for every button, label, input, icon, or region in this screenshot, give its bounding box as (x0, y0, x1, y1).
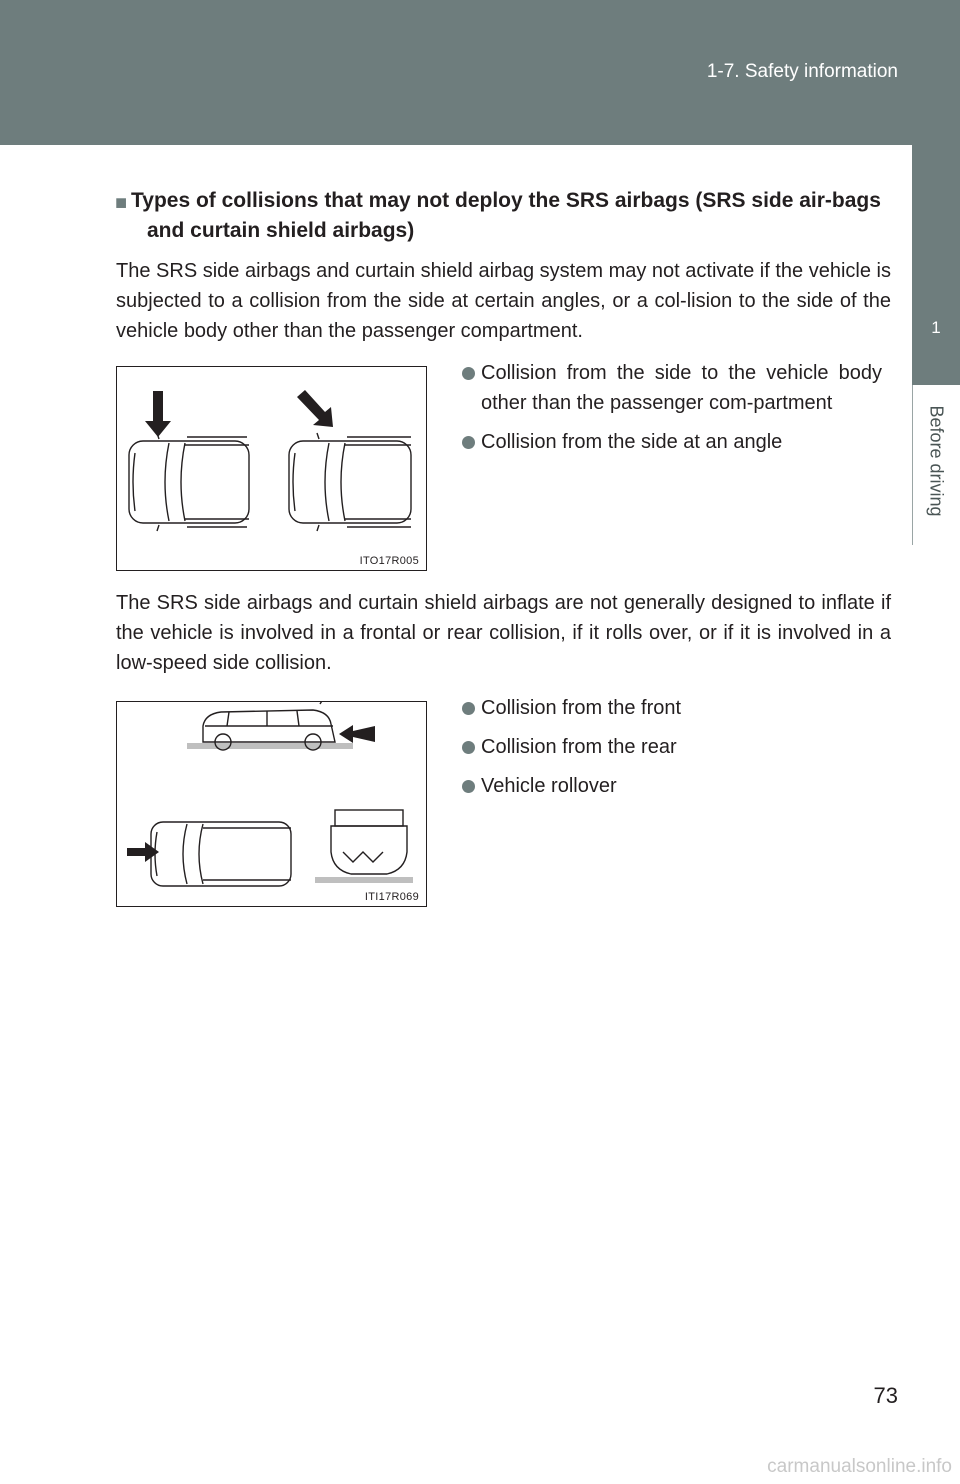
round-bullet-icon (462, 436, 475, 449)
frontal-rear-rollover-figure (116, 701, 427, 907)
list-item: Collision from the front (462, 693, 892, 723)
car-top-view (151, 822, 291, 886)
chapter-number: 1 (931, 318, 941, 337)
front-arrow-icon (127, 842, 159, 862)
square-bullet-icon: ■ (115, 192, 128, 214)
chapter-tab (912, 145, 960, 385)
round-bullet-icon (462, 702, 475, 715)
list-item: Collision from the rear (462, 732, 892, 762)
straight-arrow-icon (145, 391, 171, 437)
figure2-bullet-list (462, 693, 892, 810)
intro-paragraph: The SRS side airbags and curtain shield airbag system may not activate if the vehicle is subjected to a collision from the side at certain angles, or a col-lision to the side of the vehicle body other than the passenger compartment. (116, 260, 891, 342)
figure-code: ITO17R005 (359, 555, 419, 567)
list-item: Collision from the side at an angle (462, 427, 882, 457)
section-heading (115, 186, 895, 246)
rear-arrow-icon (339, 725, 375, 743)
side-collision-illustration (117, 367, 425, 569)
impact-arrows (145, 390, 333, 437)
list-item: Collision from the side to the vehicle body other than the passenger com-partment (462, 358, 882, 418)
figure-code: ITI17R069 (364, 891, 419, 903)
watermark: carmanualsonline.info (767, 1456, 952, 1477)
angled-arrow-icon (297, 390, 333, 427)
page-number: 73 (873, 1383, 898, 1408)
list-item: Vehicle rollover (462, 771, 892, 801)
second-paragraph: The SRS side airbags and curtain shield airbags are not generally designed to inflate if the vehicle is involved in a frontal or rear collision, if it rolls over, or if it is involved in a low-speed side collision. (116, 592, 891, 674)
car-rollover-view (315, 810, 413, 880)
round-bullet-icon (462, 367, 475, 380)
round-bullet-icon (462, 780, 475, 793)
collision-types-illustration (117, 702, 425, 905)
car-top-view-left (129, 433, 249, 531)
section-title: 1-7. Safety information (706, 61, 898, 82)
car-top-view-right (289, 433, 411, 531)
car-side-view (187, 702, 353, 750)
chapter-label: Before driving (926, 405, 947, 517)
round-bullet-icon (462, 741, 475, 754)
section-heading-text: Types of collisions that may not deploy the SRS airbags (SRS side air-bags and curtain shield airbags) (131, 189, 881, 242)
figure1-bullet-list (462, 358, 882, 466)
side-collision-figure (116, 366, 427, 571)
